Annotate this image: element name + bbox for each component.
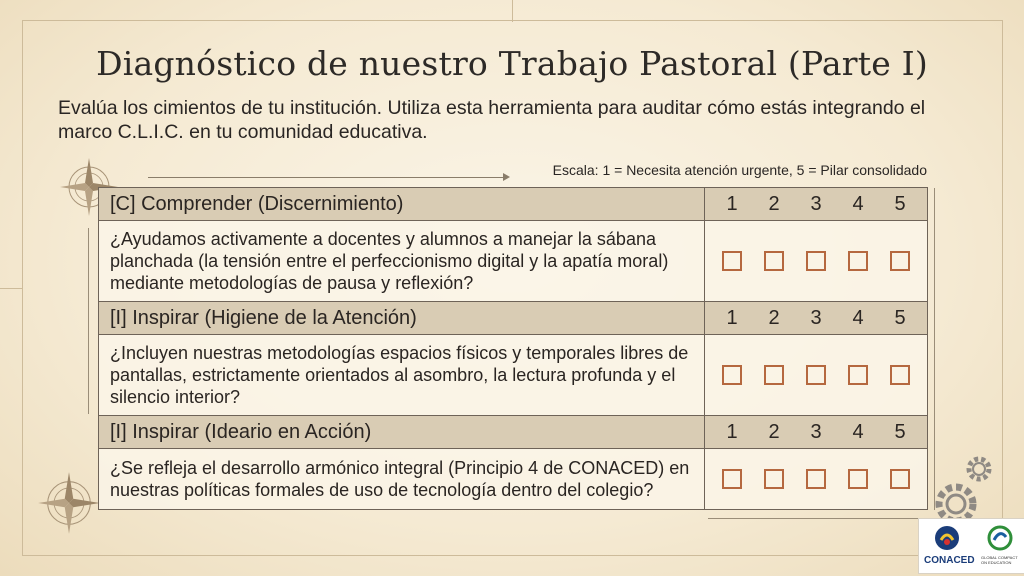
- scale-number: 1: [726, 192, 738, 215]
- rating-checkbox-4[interactable]: [848, 469, 868, 489]
- page-subtitle: Evalúa los cimientos de tu institución. Utiliza esta herramienta para auditar cómo estás integrando el marco C.L.I.C. en tu comunidad educativa.: [58, 97, 926, 143]
- frame-left-line: [22, 20, 23, 555]
- decorative-arrow: [148, 177, 508, 178]
- partner-logos: [918, 518, 1024, 574]
- rating-checkbox-2[interactable]: [764, 469, 784, 489]
- decorative-arrow: [934, 188, 935, 510]
- frame-mid-vertical: [512, 0, 513, 22]
- scale-number: 5: [894, 420, 906, 443]
- scale-number: 4: [852, 420, 864, 443]
- scale-number: 5: [894, 192, 906, 215]
- scale-number: 1: [726, 420, 738, 443]
- question-text: ¿Ayudamos activamente a docentes y alumnos a manejar la sábana planchada (la tensión entre el perfeccionismo digital y la apatía moral) mediante metodologías de pausa y reflexión?: [99, 221, 705, 301]
- section-header-row: [99, 188, 927, 221]
- question-text: ¿Se refleja el desarrollo armónico integral (Principio 4 de CONACED) en nuestras políticas formales de uso de tecnología dentro del colegio?: [99, 449, 705, 509]
- scale-number: 5: [894, 306, 906, 329]
- assessment-table: [98, 187, 928, 510]
- rating-options: [705, 449, 927, 509]
- rating-checkbox-1[interactable]: [722, 365, 742, 385]
- rating-options: [705, 221, 927, 301]
- decorative-arrow: [88, 228, 89, 414]
- rating-checkbox-4[interactable]: [848, 365, 868, 385]
- scale-number: 3: [810, 420, 822, 443]
- scale-numbers: [705, 188, 927, 220]
- scale-number: 1: [726, 306, 738, 329]
- rating-checkbox-3[interactable]: [806, 365, 826, 385]
- section-header-row: [99, 416, 927, 449]
- scale-number: 4: [852, 192, 864, 215]
- scale-note: Escala: 1 = Necesita atención urgente, 5 = Pilar consolidado: [552, 162, 927, 178]
- rating-checkbox-1[interactable]: [722, 469, 742, 489]
- frame-bottom-line: [22, 555, 1002, 556]
- question-row: [99, 221, 927, 302]
- rating-checkbox-2[interactable]: [764, 365, 784, 385]
- decorative-arrow: [708, 518, 922, 519]
- rating-checkbox-3[interactable]: [806, 469, 826, 489]
- page-title: Diagnóstico de nuestro Trabajo Pastoral (Parte I): [96, 44, 928, 83]
- scale-number: 2: [768, 420, 780, 443]
- section-heading: [C] Comprender (Discernimiento): [99, 188, 705, 220]
- compass-rose-icon: [36, 470, 102, 536]
- rating-checkbox-4[interactable]: [848, 251, 868, 271]
- frame-right-line: [1002, 20, 1003, 555]
- rating-options: [705, 335, 927, 415]
- scale-number: 2: [768, 192, 780, 215]
- section-header-row: [99, 302, 927, 335]
- section-heading: [I] Inspirar (Higiene de la Atención): [99, 302, 705, 334]
- rating-checkbox-5[interactable]: [890, 251, 910, 271]
- frame-mid-horizontal: [0, 288, 22, 289]
- scale-number: 3: [810, 306, 822, 329]
- scale-numbers: [705, 302, 927, 334]
- rating-checkbox-2[interactable]: [764, 251, 784, 271]
- rating-checkbox-3[interactable]: [806, 251, 826, 271]
- global-compact-logo-text: GLOBAL COMPACT ON EDUCATION: [981, 555, 1018, 565]
- rating-checkbox-1[interactable]: [722, 251, 742, 271]
- global-compact-logo-icon: [987, 525, 1013, 551]
- rating-checkbox-5[interactable]: [890, 469, 910, 489]
- scale-number: 3: [810, 192, 822, 215]
- section-heading: [I] Inspirar (Ideario en Acción): [99, 416, 705, 448]
- question-row: [99, 449, 927, 509]
- conaced-logo-text: CONACED: [924, 555, 975, 566]
- conaced-logo-icon: [933, 524, 961, 552]
- question-row: [99, 335, 927, 416]
- question-text: ¿Incluyen nuestras metodologías espacios físicos y temporales libres de pantallas, estrictamente orientados al asombro, la lectura profunda y el silencio interior?: [99, 335, 705, 415]
- scale-number: 2: [768, 306, 780, 329]
- rating-checkbox-5[interactable]: [890, 365, 910, 385]
- scale-numbers: [705, 416, 927, 448]
- scale-number: 4: [852, 306, 864, 329]
